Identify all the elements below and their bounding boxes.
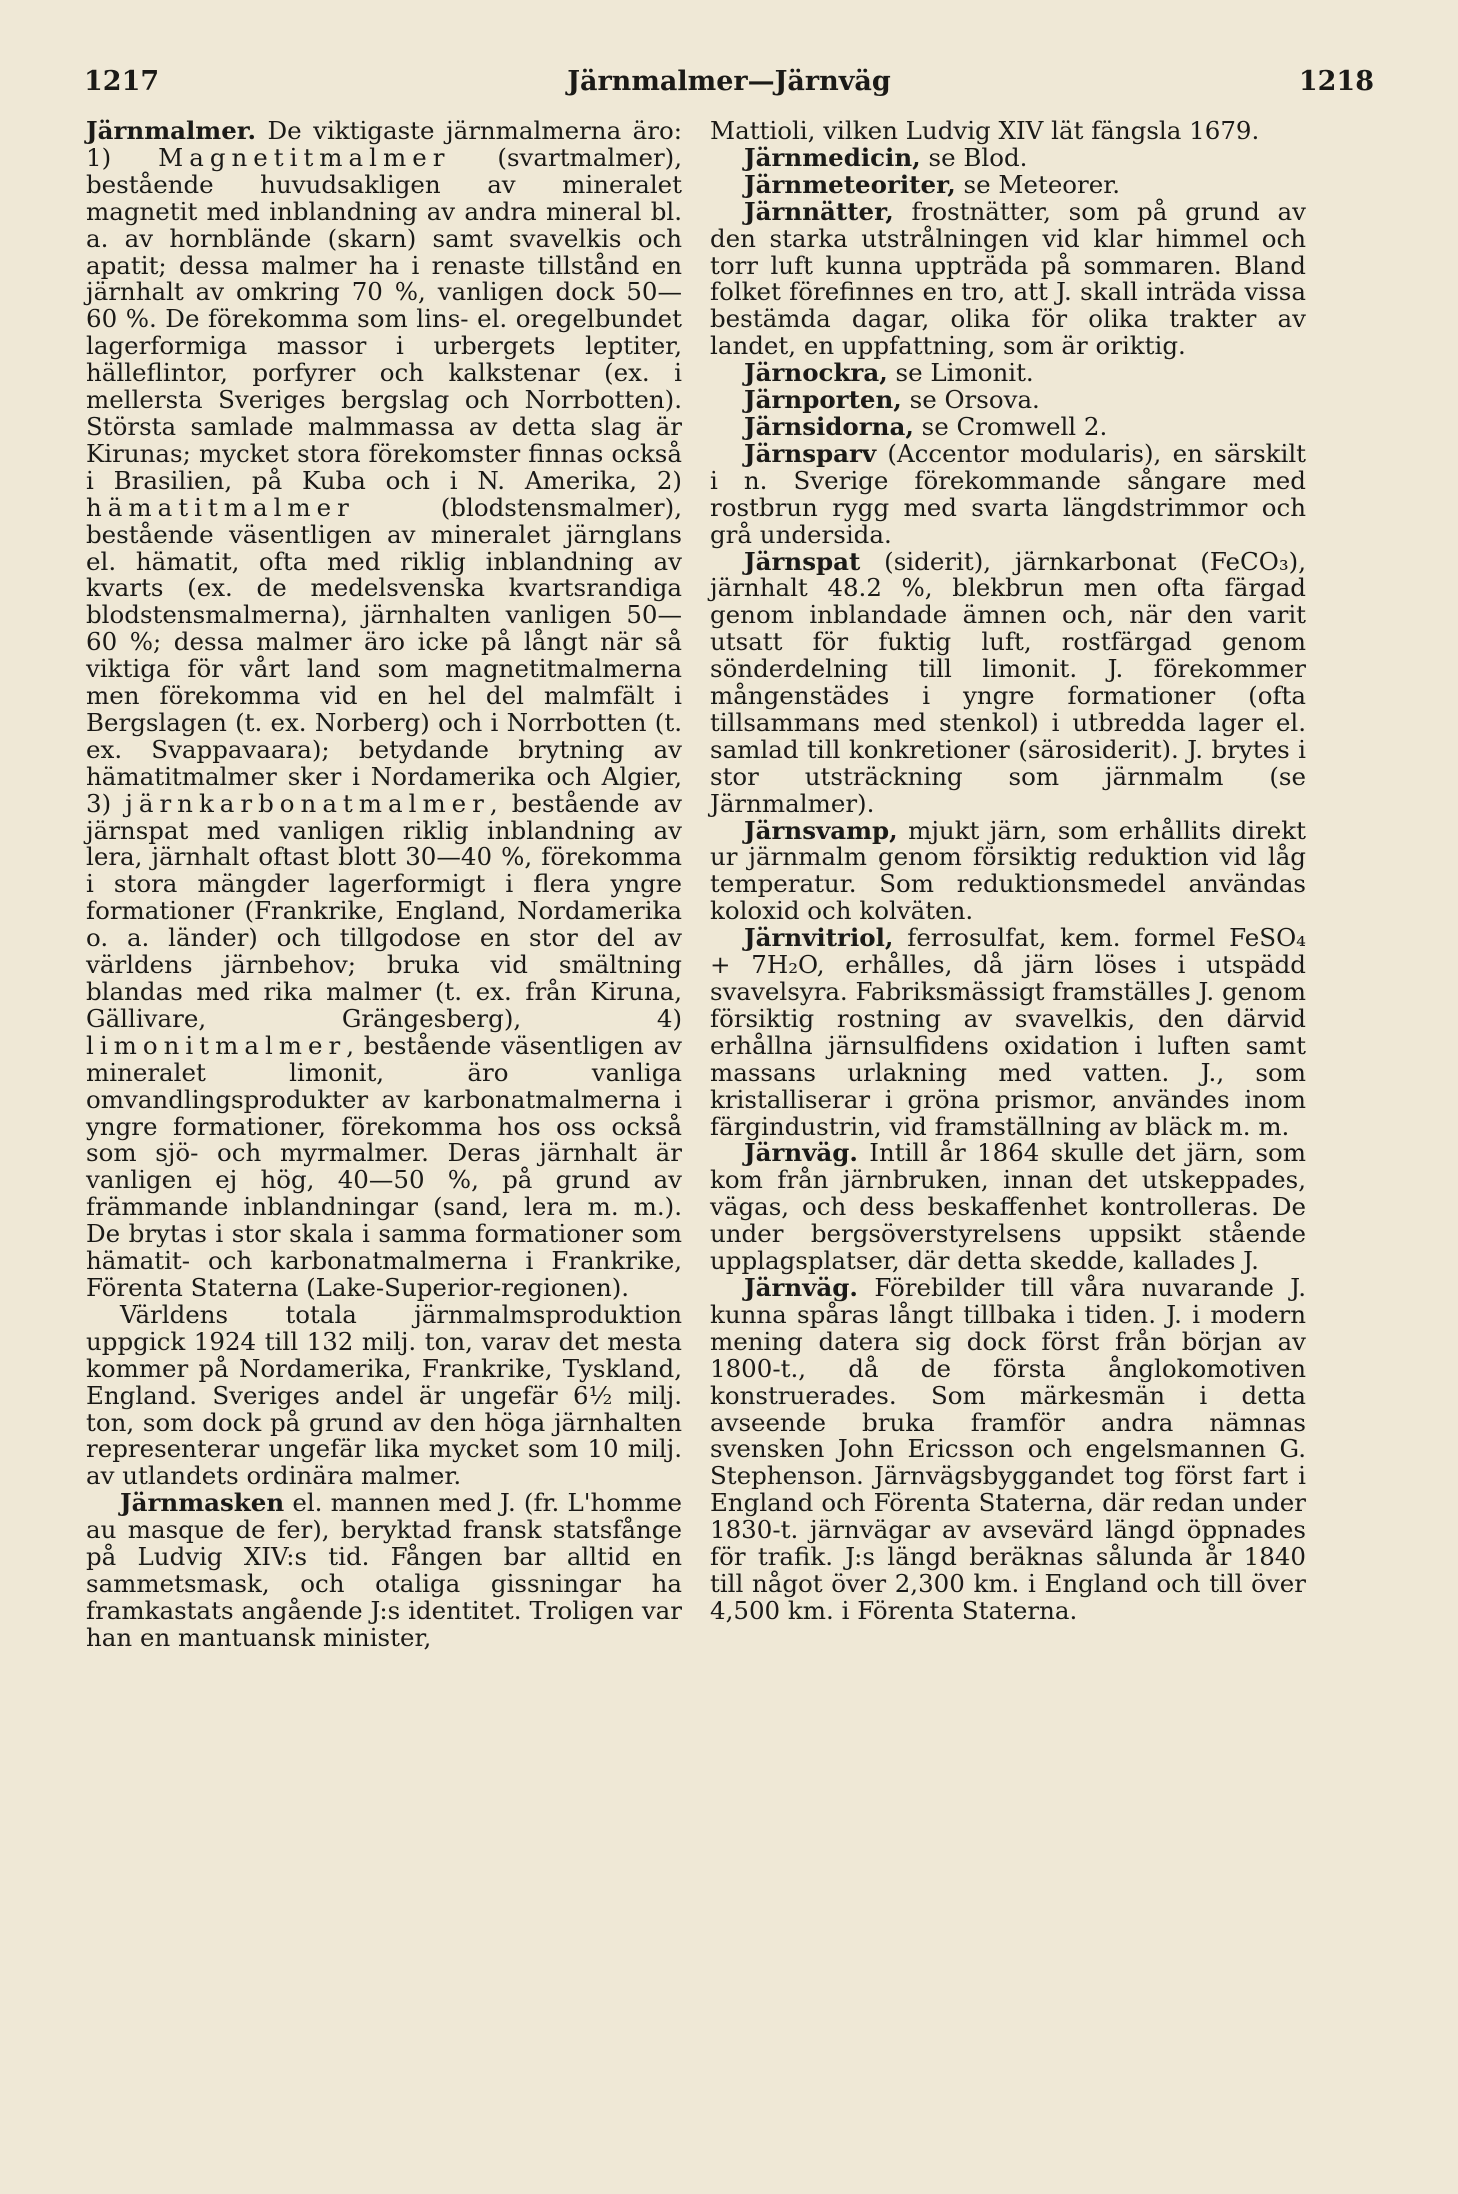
headword: Järnmasken [120,1488,285,1518]
entry-jarnvag-2 [710,1272,1306,1625]
running-head [84,66,1374,106]
entry-text: (blodstensmalmer), bestående väsentligen av mineralet järnglans el. hämatit, ofta med riklig inblandning av kvarts (ex. de medelsvenska kvartsrandiga blodstensmalmerna), järnhalten vanligen 50—60 %; dessa malmer äro icke på långt när så viktiga för vårt land som magnetitmalmerna men förekomma vid en hel del malmfält i Bergslagen (t. ex. Norberg) och i Norrbotten (t. ex. Svappavaara); betydande brytning av hämatitmalmer sker i Nordamerika och Algier, 3) [86,492,682,818]
running-title: Järnmalmer—Järnväg [567,66,891,97]
entry-text: se Cromwell 2. [913,411,1108,441]
continued-text: Mattioli, vilken Ludvig XIV lät fängsla 1679. [710,116,1260,145]
entry-text: Intill år 1864 skulle det järn, som kom från järnbruken, innan det utskeppades, vägas, och dess beskaffenhet kontrolleras. De under bergsöverstyrelsens uppsikt stående upplagsplatser, där detta skedde, kallades J. [710,1138,1306,1276]
entry-jarnporten [710,387,1306,414]
entry-text: mjukt järn, som erhållits direkt ur järnmalm genom försiktig reduktion vid låg temperatur. Som reduktionsmedel användas koloxid och kolväten. [710,815,1306,926]
headword: Järnockra, [744,358,888,388]
entry-jarnsidorna [710,411,1306,441]
entry-jarnspat [710,546,1306,818]
spaced-term: järnkarbonatmalmer [125,788,490,818]
entry-text: , bestående av järnspat med vanligen riklig inblandning av lera, järnhalt oftast blott 30—40 %, förekomma i stora mängder lagerformigt i flera yngre formationer (Frankrike, England, Nordamerika o. a. länder) och tillgodose en stor del av världens järnbehov; bruka vid smältning blandas med rika malmer (t. ex. från Kiruna, Gällivare, Grängesberg), 4) [86,788,682,1033]
headword: Järnväg. [744,1272,858,1302]
spaced-term: limonitmalmer [86,1030,347,1060]
left-column [86,118,682,1652]
headword: Järnspat [744,546,861,576]
entry-text: (svartmalmer), bestående huvudsakligen av mineralet magnetit med inblandning av andra mineral bl. a. av hornblände (skarn) samt svavelkis och apatit; dessa malmer ha i renaste tillstånd en järnhalt av omkring 70 %, vanligen dock 50—60 %. De förekomma som lins- el. oregelbundet lagerformiga massor i urbergets leptiter, hälleflintor, porfyrer och kalkstenar (ex. i mellersta Sveriges bergslag och Norrbotten). Största samlade malmmassa av detta slag är Kirunas; mycket stora förekomster finnas också i Brasilien, på Kuba och i N. Amerika, 2) [86,142,683,495]
entry-jarnockra [710,360,1306,387]
entry-text: , bestående väsentligen av mineralet limonit, äro vanliga omvandlingsprodukter av karbonatmalmerna i yngre formationer, förekomma hos oss också som sjö- och myrmalmer. Deras järnhalt är vanligen ej hög, 40—50 %, på grund av främmande inblandningar (sand, lera m. m.). De brytas i stor skala i samma formationer som hämatit- och karbonatmalmerna i Frankrike, Förenta Staterna (Lake-Superior-regionen). [86,1030,682,1302]
entry-jarnmasken [86,1490,682,1651]
entry-text: Förebilder till våra nuvarande J. kunna spåras långt tillbaka i tiden. J. i modern mening datera sig dock först från början av 1800-t., då de första ånglokomotiven konstruerades. Som märkesmän i detta avseende bruka framför andra nämnas svensken John Ericsson och engelsmannen G. Stephenson. Järnvägsbyggandet tog först fart i England och Förenta Staterna, där redan under 1830-t. järnvägar av avsevärd längd öppnades för trafik. J:s längd beräknas sålunda år 1840 till något över 2,300 km. i England och till över 4,500 km. i Förenta Staterna. [710,1272,1306,1625]
entry-jarnsvamp [710,815,1306,926]
headword: Järnsvamp, [744,815,898,845]
entry-jarnsparv [710,438,1306,549]
headword: Järnnätter, [744,196,894,226]
entry-text: el. mannen med J. (fr. L'homme au masque de fer), beryktad fransk statsfånge på Ludvig XIV:s tid. Fången bar alltid en sammetsmask, och otaliga gissningar ha framkastats angående J:s identitet. Troligen var han en mantuansk minister, [86,1488,682,1652]
headword: Järnmalmer. [86,116,256,145]
entry-text: ferrosulfat, kem. formel FeSO₄ + 7H₂O, erhålles, då järn löses i utspädd svavelsyra. Fabriksmässigt framställes J. genom försiktig rostning av svavelkis, den därvid erhållna järnsulfidens oxidation i luften samt massans urlakning med vatten. J., som kristalliserar i gröna prismor, användes inom färgindustrin, vid framställning av bläck m. m. [710,923,1306,1141]
page-number-left: 1217 [84,66,160,97]
entry-jarnvag-1 [710,1140,1306,1275]
headword: Järnvitriol, [744,923,894,953]
page-number-right: 1218 [1298,66,1374,97]
entry-jarnmedicin [710,142,1306,172]
headword: Järnsparv [744,438,877,468]
headword: Järnmedicin, [744,142,921,172]
entry-jarnvitriol [710,925,1306,1140]
entry-text: De viktigaste järnmalmerna äro: 1) [86,116,682,172]
entry-text: (siderit), järnkarbonat (FeCO₃), järnhalt 48.2 %, blekbrun men ofta färgad genom inblandade ämnen och, när den varit utsatt för fuktig luft, rostfärgad genom sönderdelning till limonit. J. förekommer mångenstädes i yngre formationer (ofta tillsammans med stenkol) i utbredda lager el. samlad till konkretioner (särosiderit). J. brytes i stor utsträckning som järnmalm (se Järnmalmer). [710,546,1306,818]
entry-text: se Blod. [920,142,1028,172]
headword: Järnmeteoriter, [744,169,956,199]
entry-text: se Orsova. [901,385,1040,415]
headword: Järnsidorna, [744,411,914,441]
entry-text: (Accentor modularis), en särskilt i n. Sverige förekommande sångare med rostbrun rygg med svarta längdstrimmor och grå undersida. [710,438,1306,549]
entry-text: frostnätter, som på grund av den starka utstrålningen vid klar himmel och torr luft kunna uppträda på sommaren. Bland folket förefinnes en tro, att J. skall inträda vissa bestämda dagar, olika för olika trakter av landet, en uppfattning, som är oriktig. [710,196,1306,361]
entry-text: se Limonit. [887,358,1034,388]
headword: Järnväg. [744,1138,858,1168]
entry-text: se Meteorer. [955,169,1121,199]
entry-jarnmeteoriter [710,169,1306,199]
entry-jarnnatter [710,196,1306,361]
headword: Järnporten, [744,385,902,415]
right-column [710,118,1306,1625]
spaced-term: Magnetitmalmer [158,142,451,172]
spaced-term: hämatitmalmer [86,492,355,522]
entry-jarnmalmer [86,118,682,1302]
paragraph-production: Världens totala järnmalmsproduktion uppgick 1924 till 132 milj. ton, varav det mesta kommer på Nordamerika, Frankrike, Tyskland, England. Sveriges andel är ungefär 6½ milj. ton, som dock på grund av den höga järnhalten representerar ungefär lika mycket som 10 milj. av utlandets ordinära malmer. [86,1299,682,1491]
